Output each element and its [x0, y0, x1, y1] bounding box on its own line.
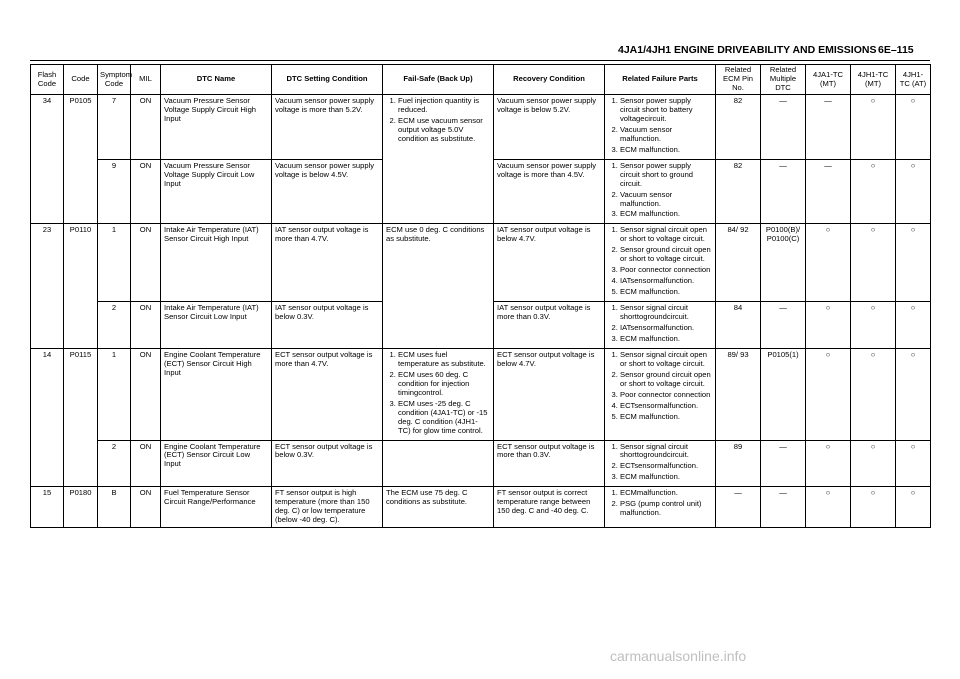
recovery-cell: Vacuum sensor power supply voltage is more than 4.5V.	[494, 159, 605, 224]
mil-cell: ON	[131, 302, 161, 349]
failure-item: 1. Sensor signal circuit open or short to voltage circuit.	[620, 226, 712, 244]
failsafe-cell	[383, 95, 494, 224]
ecm-pin-cell: 89/ 93	[716, 348, 761, 440]
symptom-code-cell: 7	[98, 95, 131, 160]
dtc-name-cell: Intake Air Temperature (IAT) Sensor Circuit High Input	[161, 224, 272, 302]
setting-cell: Vacuum sensor power supply voltage is more than 5.2V.	[272, 95, 383, 160]
applicability-4jh1-at: ○	[896, 95, 931, 160]
table-row	[31, 487, 931, 528]
setting-cell: FT sensor output is high temperature (more than 150 deg. C) or low temperature (below -40 deg. C).	[272, 487, 383, 528]
applicability-4ja1-mt: ○	[806, 348, 851, 440]
applicability-4jh1-mt: ○	[851, 302, 896, 349]
page-number: 6E–115	[878, 44, 914, 56]
multiple-dtc-cell: —	[761, 302, 806, 349]
dtc-name-cell: Fuel Temperature Sensor Circuit Range/Performance	[161, 487, 272, 528]
failure-item: 5. ECM malfunction.	[620, 288, 712, 297]
applicability-4jh1-mt: ○	[851, 440, 896, 487]
failsafe-item: 3. ECM uses -25 deg. C condition (4JA1-TC) or -15 deg. C condition (4JH1-TC) for glow time control.	[398, 400, 490, 436]
dtc-name-cell: Vacuum Pressure Sensor Voltage Supply Circuit High Input	[161, 95, 272, 160]
failsafe-cell: ECM use 0 deg. C conditions as substitute.	[383, 224, 494, 348]
applicability-4jh1-mt: ○	[851, 224, 896, 302]
ecm-pin-cell: 82	[716, 95, 761, 160]
ecm-pin-cell: 84/ 92	[716, 224, 761, 302]
failure-item: 3. Poor connector connection	[620, 391, 712, 400]
applicability-4jh1-at: ○	[896, 302, 931, 349]
recovery-cell: Vacuum sensor power supply voltage is below 5.2V.	[494, 95, 605, 160]
watermark: carmanualsonline.info	[610, 648, 747, 664]
mil-cell: ON	[131, 440, 161, 487]
ecm-pin-cell: 82	[716, 159, 761, 224]
dtc-code-cell: P0180	[64, 487, 98, 528]
col-code: Code	[64, 65, 98, 95]
multiple-dtc-cell: —	[761, 487, 806, 528]
mil-cell: ON	[131, 224, 161, 302]
applicability-4ja1-mt: ○	[806, 440, 851, 487]
symptom-code-cell: 9	[98, 159, 131, 224]
failure-item: 1. Sensor signal circuit shorttogroundcircuit.	[620, 443, 712, 461]
failure-item: 2. PSG (pump control unit) malfunction.	[620, 500, 712, 518]
mil-cell: ON	[131, 95, 161, 160]
multiple-dtc-cell: —	[761, 440, 806, 487]
col-symptom-code: Symptom Code	[98, 65, 131, 95]
recovery-cell: ECT sensor output voltage is below 4.7V.	[494, 348, 605, 440]
applicability-4jh1-at: ○	[896, 348, 931, 440]
applicability-4jh1-mt: ○	[851, 159, 896, 224]
dtc-name-cell: Intake Air Temperature (IAT) Sensor Circuit Low Input	[161, 302, 272, 349]
ecm-pin-cell: 89	[716, 440, 761, 487]
failsafe-cell	[383, 348, 494, 440]
applicability-4ja1-mt: —	[806, 159, 851, 224]
multiple-dtc-cell: P0100(B)/ P0100(C)	[761, 224, 806, 302]
setting-cell: IAT sensor output voltage is more than 4.7V.	[272, 224, 383, 302]
failsafe-cell: The ECM use 75 deg. C conditions as substitute.	[383, 487, 494, 528]
mil-cell: ON	[131, 487, 161, 528]
failure-item: 3. ECM malfunction.	[620, 146, 712, 155]
dtc-table	[30, 64, 931, 528]
multiple-dtc-cell: —	[761, 159, 806, 224]
symptom-code-cell: B	[98, 487, 131, 528]
failure-item: 1. Sensor power supply circuit short to ground circuit.	[620, 162, 712, 189]
applicability-4ja1-mt: ○	[806, 487, 851, 528]
dtc-code-cell: P0115	[64, 348, 98, 486]
setting-cell: IAT sensor output voltage is below 0.3V.	[272, 302, 383, 349]
failure-parts-cell	[605, 440, 716, 487]
dtc-name-cell: Engine Coolant Temperature (ECT) Sensor Circuit High Input	[161, 348, 272, 440]
applicability-4jh1-at: ○	[896, 440, 931, 487]
flash-code-cell: 14	[31, 348, 64, 486]
failure-item: 5. ECM malfunction.	[620, 413, 712, 422]
failsafe-cell-empty	[383, 440, 494, 487]
failure-item: 1. ECMmalfunction.	[620, 489, 712, 498]
flash-code-cell: 23	[31, 224, 64, 348]
applicability-4ja1-mt: —	[806, 95, 851, 160]
col-recovery: Recovery Condition	[494, 65, 605, 95]
failure-item: 3. ECM malfunction.	[620, 210, 712, 219]
failsafe-item: 2. ECM use vacuum sensor output voltage 5.0V condition as substitute.	[398, 117, 490, 144]
failure-item: 2. Vacuum sensor malfunction.	[620, 126, 712, 144]
dtc-code-cell: P0110	[64, 224, 98, 348]
applicability-4ja1-mt: ○	[806, 224, 851, 302]
failure-item: 3. ECM malfunction.	[620, 335, 712, 344]
failure-item: 1. Sensor signal circuit shorttogroundcircuit.	[620, 304, 712, 322]
failure-parts-cell	[605, 159, 716, 224]
setting-cell: ECT sensor output voltage is more than 4.7V.	[272, 348, 383, 440]
failsafe-item: 1. Fuel injection quantity is reduced.	[398, 97, 490, 115]
header-rule	[30, 60, 930, 61]
ecm-pin-cell: —	[716, 487, 761, 528]
failure-item: 4. IATsensormalfunction.	[620, 277, 712, 286]
col-failure-parts: Related Failure Parts	[605, 65, 716, 95]
col-flash-code: Flash Code	[31, 65, 64, 95]
failure-item: 1. Sensor signal circuit open or short to voltage circuit.	[620, 351, 712, 369]
failure-parts-cell	[605, 302, 716, 349]
col-failsafe: Fail-Safe (Back Up)	[383, 65, 494, 95]
applicability-4jh1-mt: ○	[851, 348, 896, 440]
failure-parts-cell	[605, 95, 716, 160]
applicability-4ja1-mt: ○	[806, 302, 851, 349]
failure-item: 2. IATsensormalfunction.	[620, 324, 712, 333]
col-multiple-dtc: Related Multiple DTC	[761, 65, 806, 95]
recovery-cell: IAT sensor output voltage is more than 0.3V.	[494, 302, 605, 349]
col-dtc-name: DTC Name	[161, 65, 272, 95]
failure-item: 2. ECTsensormalfunction.	[620, 462, 712, 471]
failure-parts-cell	[605, 487, 716, 528]
col-setting-condition: DTC Setting Condition	[272, 65, 383, 95]
col-4jh1-at: 4JH1-TC (AT)	[896, 65, 931, 95]
applicability-4jh1-mt: ○	[851, 95, 896, 160]
symptom-code-cell: 1	[98, 348, 131, 440]
failure-item: 2. Sensor ground circuit open or short to voltage circuit.	[620, 246, 712, 264]
applicability-4jh1-at: ○	[896, 159, 931, 224]
dtc-code-cell: P0105	[64, 95, 98, 224]
failure-parts-cell	[605, 224, 716, 302]
symptom-code-cell: 2	[98, 302, 131, 349]
setting-cell: ECT sensor output voltage is below 0.3V.	[272, 440, 383, 487]
failure-item: 2. Sensor ground circuit open or short to voltage circuit.	[620, 371, 712, 389]
recovery-cell: FT sensor output is correct temperature range between 150 deg. C and -40 deg. C.	[494, 487, 605, 528]
failure-item: 2. Vacuum sensor malfunction.	[620, 191, 712, 209]
applicability-4jh1-at: ○	[896, 487, 931, 528]
table-header-row	[31, 65, 931, 95]
col-mil: MIL	[131, 65, 161, 95]
failure-item: 1. Sensor power supply circuit short to battery voltagecircuit.	[620, 97, 712, 124]
failure-parts-cell	[605, 348, 716, 440]
multiple-dtc-cell: —	[761, 95, 806, 160]
applicability-4jh1-at: ○	[896, 224, 931, 302]
col-4ja1-mt: 4JA1-TC (MT)	[806, 65, 851, 95]
ecm-pin-cell: 84	[716, 302, 761, 349]
table-row	[31, 348, 931, 440]
recovery-cell: ECT sensor output voltage is more than 0.3V.	[494, 440, 605, 487]
recovery-cell: IAT sensor output voltage is below 4.7V.	[494, 224, 605, 302]
symptom-code-cell: 1	[98, 224, 131, 302]
dtc-name-cell: Engine Coolant Temperature (ECT) Sensor Circuit Low Input	[161, 440, 272, 487]
symptom-code-cell: 2	[98, 440, 131, 487]
setting-cell: Vacuum sensor power supply voltage is below 4.5V.	[272, 159, 383, 224]
flash-code-cell: 15	[31, 487, 64, 528]
dtc-name-cell: Vacuum Pressure Sensor Voltage Supply Circuit Low Input	[161, 159, 272, 224]
failure-item: 3. Poor connector connection	[620, 266, 712, 275]
failure-item: 4. ECTsensormalfunction.	[620, 402, 712, 411]
mil-cell: ON	[131, 348, 161, 440]
failure-item: 3. ECM malfunction.	[620, 473, 712, 482]
failsafe-item: 2. ECM uses 60 deg. C condition for injection timingcontrol.	[398, 371, 490, 398]
multiple-dtc-cell: P0105(1)	[761, 348, 806, 440]
failsafe-item: 1. ECM uses fuel temperature as substitute.	[398, 351, 490, 369]
table-row	[31, 95, 931, 160]
flash-code-cell: 34	[31, 95, 64, 224]
page-title: 4JA1/4JH1 ENGINE DRIVEABILITY AND EMISSIONS	[618, 44, 877, 56]
table-row	[31, 224, 931, 302]
col-ecm-pin: Related ECM Pin No.	[716, 65, 761, 95]
table-row	[31, 440, 931, 487]
applicability-4jh1-mt: ○	[851, 487, 896, 528]
mil-cell: ON	[131, 159, 161, 224]
col-4jh1-mt: 4JH1-TC (MT)	[851, 65, 896, 95]
